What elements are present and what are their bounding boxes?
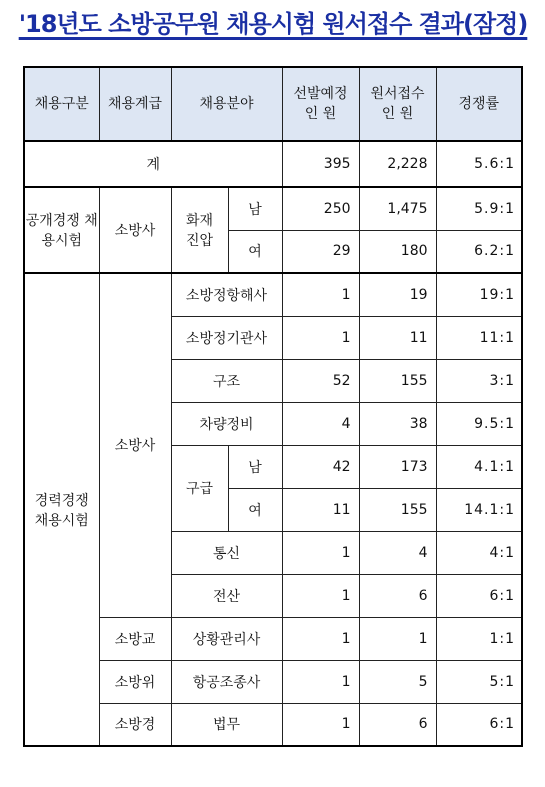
table-row xyxy=(24,660,522,703)
rank-cell: 소방위 xyxy=(99,660,171,703)
open-sub: 여 xyxy=(228,230,282,273)
header-rank: 채용계급 xyxy=(99,67,171,141)
planned-cell: 1 xyxy=(282,273,359,316)
ratio-cell: 4.1:1 xyxy=(436,445,522,488)
total-planned: 395 xyxy=(282,141,359,187)
rescue-sub: 남 xyxy=(228,445,282,488)
table-row xyxy=(24,617,522,660)
career-category: 경력경쟁 채용시험 xyxy=(24,273,99,746)
planned-cell: 1 xyxy=(282,617,359,660)
planned-cell: 42 xyxy=(282,445,359,488)
field-cell: 소방정항해사 xyxy=(171,273,282,316)
ratio-cell: 3:1 xyxy=(436,359,522,402)
planned-cell: 52 xyxy=(282,359,359,402)
field-cell: 전산 xyxy=(171,574,282,617)
planned-cell: 1 xyxy=(282,660,359,703)
header-planned: 선발예정 인 원 xyxy=(282,67,359,141)
total-ratio: 5.6:1 xyxy=(436,141,522,187)
planned-cell: 1 xyxy=(282,703,359,746)
open-rank: 소방사 xyxy=(99,187,171,273)
ratio-cell: 19:1 xyxy=(436,273,522,316)
table-row xyxy=(24,187,522,230)
field-cell: 소방정기관사 xyxy=(171,316,282,359)
career-rank: 소방사 xyxy=(99,273,171,617)
field-cell: 법무 xyxy=(171,703,282,746)
applied-cell: 155 xyxy=(359,359,436,402)
field-cell: 통신 xyxy=(171,531,282,574)
applied-cell: 173 xyxy=(359,445,436,488)
applied-cell: 6 xyxy=(359,574,436,617)
rank-cell: 소방경 xyxy=(99,703,171,746)
ratio-cell: 6:1 xyxy=(436,574,522,617)
applied-cell: 1 xyxy=(359,617,436,660)
planned-cell: 1 xyxy=(282,574,359,617)
rescue-field: 구급 xyxy=(171,445,228,531)
ratio-cell: 9.5:1 xyxy=(436,402,522,445)
rescue-sub: 여 xyxy=(228,488,282,531)
ratio-cell: 11:1 xyxy=(436,316,522,359)
planned-cell: 4 xyxy=(282,402,359,445)
page-title: '18년도 소방공무원 채용시험 원서접수 결과(잠정) xyxy=(18,10,528,38)
applied-cell: 180 xyxy=(359,230,436,273)
field-cell: 구조 xyxy=(171,359,282,402)
planned-cell: 1 xyxy=(282,316,359,359)
header-ratio: 경쟁률 xyxy=(436,67,522,141)
planned-cell: 29 xyxy=(282,230,359,273)
header-category: 채용구분 xyxy=(24,67,99,141)
ratio-cell: 1:1 xyxy=(436,617,522,660)
planned-cell: 11 xyxy=(282,488,359,531)
header-applied: 원서접수 인 원 xyxy=(359,67,436,141)
planned-cell: 1 xyxy=(282,531,359,574)
field-cell: 항공조종사 xyxy=(171,660,282,703)
applied-cell: 38 xyxy=(359,402,436,445)
ratio-cell: 6:1 xyxy=(436,703,522,746)
applied-cell: 19 xyxy=(359,273,436,316)
total-row xyxy=(24,141,522,187)
ratio-cell: 6.2:1 xyxy=(436,230,522,273)
applied-cell: 6 xyxy=(359,703,436,746)
table-row xyxy=(24,703,522,746)
field-cell: 차량정비 xyxy=(171,402,282,445)
table-header-row xyxy=(24,67,522,141)
header-field: 채용분야 xyxy=(171,67,282,141)
applied-cell: 4 xyxy=(359,531,436,574)
applied-cell: 155 xyxy=(359,488,436,531)
total-label: 계 xyxy=(24,141,282,187)
ratio-cell: 14.1:1 xyxy=(436,488,522,531)
open-category: 공개경쟁 채용시험 xyxy=(24,187,99,273)
planned-cell: 250 xyxy=(282,187,359,230)
field-cell: 상황관리사 xyxy=(171,617,282,660)
ratio-cell: 5:1 xyxy=(436,660,522,703)
applied-cell: 1,475 xyxy=(359,187,436,230)
total-applied: 2,228 xyxy=(359,141,436,187)
table-row xyxy=(24,273,522,316)
rank-cell: 소방교 xyxy=(99,617,171,660)
applied-cell: 11 xyxy=(359,316,436,359)
ratio-cell: 4:1 xyxy=(436,531,522,574)
applied-cell: 5 xyxy=(359,660,436,703)
open-field: 화재 진압 xyxy=(171,187,228,273)
results-table xyxy=(23,66,523,747)
open-sub: 남 xyxy=(228,187,282,230)
ratio-cell: 5.9:1 xyxy=(436,187,522,230)
